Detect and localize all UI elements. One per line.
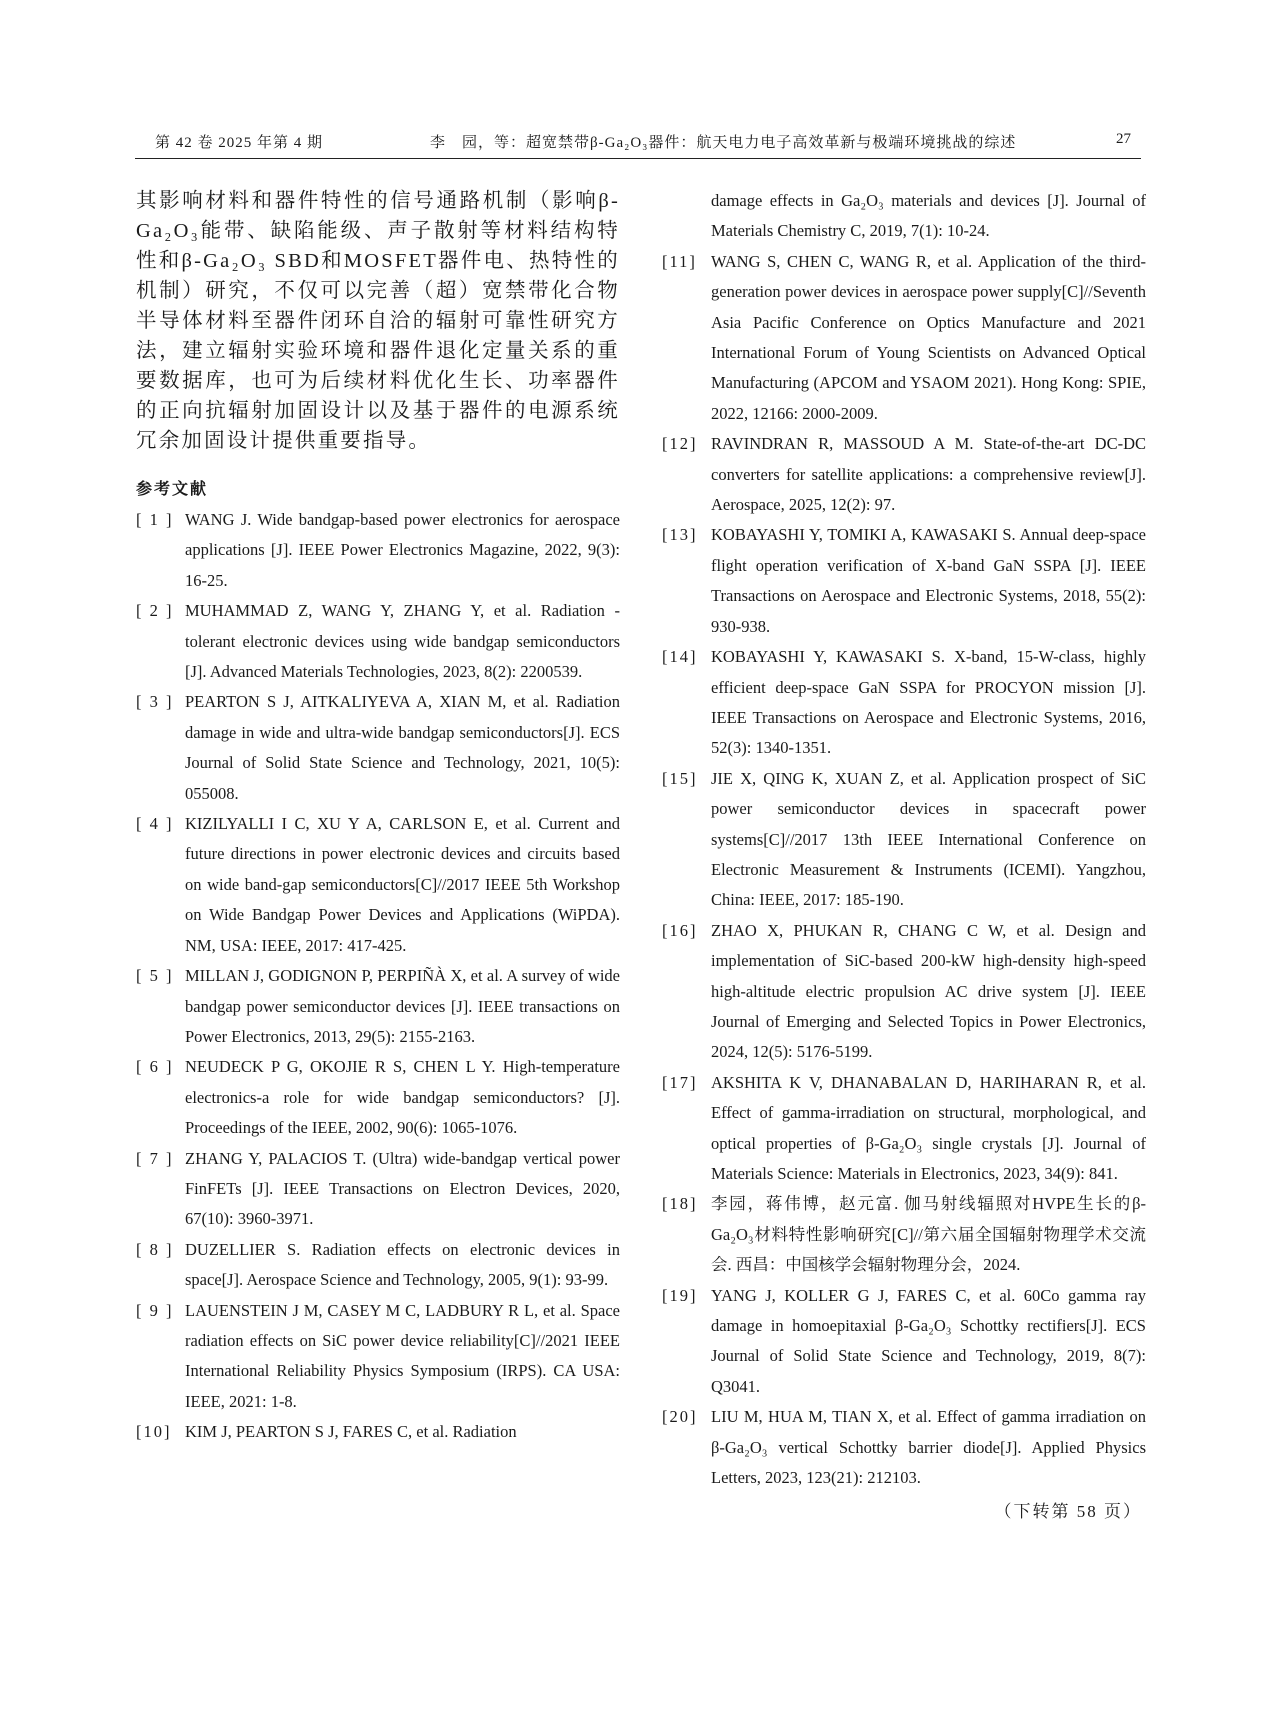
reference-item bbox=[662, 520, 1146, 642]
body-text bbox=[136, 186, 620, 456]
reference-item bbox=[662, 1068, 1146, 1190]
continued-note: （下转第 58 页） bbox=[994, 1502, 1142, 1522]
reference-number: [14] bbox=[662, 647, 698, 667]
running-header bbox=[135, 127, 1141, 153]
reference-item bbox=[662, 916, 1146, 1068]
reference-item bbox=[662, 1189, 1146, 1280]
reference-text: KIM J, PEARTON S J, FARES C, et al. Radiation bbox=[185, 1422, 517, 1442]
reference-number: [20] bbox=[662, 1407, 698, 1427]
reference-item bbox=[136, 687, 620, 809]
reference-number: [ 6 ] bbox=[136, 1057, 174, 1077]
reference-text: PEARTON S J, AITKALIYEVA A, XIAN M, et al. Radiation damage in wide and ultra-wide bandgap semiconductors[J]. ECS Journal of Solid State Science and Technology, 2021, 10(5): 055008. bbox=[185, 692, 620, 803]
reference-number: [15] bbox=[662, 768, 698, 788]
reference-number: [19] bbox=[662, 1285, 698, 1305]
reference-item bbox=[136, 1296, 620, 1418]
reference-text: damage effects in Ga₂O₃ materials and devices [J]. Journal of Materials Chemistry C, 2019, 7(1): 10-24. bbox=[711, 191, 1146, 241]
reference-number: [16] bbox=[662, 920, 698, 940]
reference-number: [ 7 ] bbox=[136, 1148, 174, 1168]
reference-number: [ 4 ] bbox=[136, 814, 174, 834]
reference-number: [ 8 ] bbox=[136, 1239, 174, 1259]
reference-text: MUHAMMAD Z, WANG Y, ZHANG Y, et al. Radiation - tolerant electronic devices using wide bandgap semiconductors [J]. Advanced Materials Technologies, 2023, 8(2): 2200539. bbox=[185, 601, 620, 682]
left-column bbox=[136, 186, 620, 1448]
reference-text: LAUENSTEIN J M, CASEY M C, LADBURY R L, et al. Space radiation effects on SiC power device reliability[C]//2021 IEEE International Reliability Physics Symposium (IRPS). CA USA: IEEE, 2021: 1-8. bbox=[185, 1300, 620, 1411]
reference-item bbox=[662, 1281, 1146, 1403]
body-paragraph: 其影响材料和器件特性的信号通路机制（影响β-Ga₂O₃能带、缺陷能级、声子散射等材料结构特性和β-Ga₂O₃ SBD和MOSFET器件电、热特性的机制）研究，不仅可以完善（超）宽禁带化合物半导体材料至器件闭环自洽的辐射可靠性研究方法，建立辐射实验环境和器件退化定量关系的重要数据库，也可为后续材料优化生长、功率器件的正向抗辐射加固设计以及基于器件的电源系统冗余加固设计提供重要指导。 bbox=[136, 190, 620, 452]
reference-text: DUZELLIER S. Radiation effects on electronic devices in space[J]. Aerospace Science and Technology, 2005, 9(1): 93-99. bbox=[185, 1239, 620, 1290]
reference-number: [ 5 ] bbox=[136, 966, 174, 986]
reference-item bbox=[136, 809, 620, 961]
reference-item bbox=[136, 1052, 620, 1143]
reference-item bbox=[136, 1235, 620, 1296]
reference-number: [13] bbox=[662, 525, 698, 545]
reference-item bbox=[662, 642, 1146, 764]
reference-text: WANG S, CHEN C, WANG R, et al. Application of the third-generation power devices in aerospace power supply[C]//Seventh Asia Pacific Conference on Optics Manufacture and 2021 International Forum of Young Scientists on Advanced Optical Manufacturing (APCOM and YSAOM 2021). Hong Kong: SPIE, 2022, 12166: 2000-2009. bbox=[711, 251, 1146, 423]
reference-number: [ 1 ] bbox=[136, 510, 174, 529]
reference-number: [ 9 ] bbox=[136, 1300, 174, 1320]
page-number: 27 bbox=[1116, 131, 1131, 147]
reference-list-left bbox=[136, 505, 620, 1448]
running-title: 李 园，等：超宽禁带β-Ga₂O₃器件：航天电力电子高效革新与极端环境挑战的综述 bbox=[430, 135, 1017, 151]
reference-list-right bbox=[662, 186, 1146, 1493]
reference-text: KOBAYASHI Y, KAWASAKI S. X-band, 15-W-class, highly efficient deep-space GaN SSPA for PROCYON mission [J]. IEEE Transactions on Aerospace and Electronic Systems, 2016, 52(3): 1340-1351. bbox=[711, 647, 1146, 758]
reference-number: [ 2 ] bbox=[136, 601, 174, 621]
reference-item bbox=[662, 764, 1146, 916]
reference-item bbox=[136, 961, 620, 1052]
reference-text: AKSHITA K V, DHANABALAN D, HARIHARAN R, et al. Effect of gamma-irradiation on structural, morphological, and optical properties of β-Ga₂O₃ single crystals [J]. Journal of Materials Science: Materials in Electronics, 2023, 34(9): 841. bbox=[711, 1072, 1146, 1183]
reference-text: ZHANG Y, PALACIOS T. (Ultra) wide-bandgap vertical power FinFETs [J]. IEEE Transactions on Electron Devices, 2020, 67(10): 3960-3971. bbox=[185, 1148, 620, 1229]
reference-text: 李园，蒋伟博，赵元富. 伽马射线辐照对HVPE生长的β-Ga₂O₃材料特性影响研究[C]//第六届全国辐射物理学术交流会. 西昌：中国核学会辐射物理分会，2024. bbox=[711, 1194, 1146, 1275]
reference-item bbox=[662, 429, 1146, 520]
reference-item bbox=[662, 247, 1146, 429]
reference-item bbox=[136, 1144, 620, 1235]
reference-number: [18] bbox=[662, 1194, 698, 1214]
reference-item bbox=[662, 1402, 1146, 1493]
reference-text: MILLAN J, GODIGNON P, PERPIÑÀ X, et al. A survey of wide bandgap power semiconductor devices [J]. IEEE transactions on Power Electronics, 2013, 29(5): 2155-2163. bbox=[185, 966, 620, 1046]
reference-number: [17] bbox=[662, 1072, 698, 1092]
reference-number: [ 3 ] bbox=[136, 692, 174, 712]
reference-item bbox=[136, 596, 620, 687]
reference-number: [10] bbox=[136, 1422, 172, 1442]
reference-item bbox=[136, 1417, 620, 1447]
references-heading: 参考文献 bbox=[136, 479, 209, 498]
reference-text: WANG J. Wide bandgap-based power electronics for aerospace applications [J]. IEEE Power Electronics Magazine, 2022, 9(3): 16-25. bbox=[185, 510, 620, 590]
reference-item bbox=[662, 186, 1146, 247]
journal-issue: 第 42 卷 2025 年第 4 期 bbox=[155, 135, 324, 151]
reference-text: RAVINDRAN R, MASSOUD A M. State-of-the-art DC-DC converters for satellite applications: a comprehensive review[J]. Aerospace, 2025, 12(2): 97. bbox=[711, 434, 1146, 515]
right-column bbox=[662, 186, 1146, 1522]
reference-text: JIE X, QING K, XUAN Z, et al. Application prospect of SiC power semiconductor devices in spacecraft power systems[C]//2017 13th IEEE International Conference on Electronic Measurement & Instruments (ICEMI). Yangzhou, China: IEEE, 2017: 185-190. bbox=[711, 768, 1146, 910]
reference-number: [11] bbox=[662, 251, 697, 271]
reference-text: KOBAYASHI Y, TOMIKI A, KAWASAKI S. Annual deep-space flight operation verification of X-band GaN SSPA [J]. IEEE Transactions on Aerospace and Electronic Systems, 2018, 55(2): 930-938. bbox=[711, 525, 1146, 636]
reference-text: LIU M, HUA M, TIAN X, et al. Effect of gamma irradiation on β-Ga₂O₃ vertical Schottky barrier diode[J]. Applied Physics Letters, 2023, 123(21): 212103. bbox=[711, 1407, 1146, 1488]
reference-number: [12] bbox=[662, 434, 698, 454]
reference-text: KIZILYALLI I C, XU Y A, CARLSON E, et al. Current and future directions in power electronic devices and circuits based on wide band-gap semiconductors[C]//2017 IEEE 5th Workshop on Wide Bandgap Power Devices and Applications (WiPDA). NM, USA: IEEE, 2017: 417-425. bbox=[185, 814, 620, 955]
reference-text: ZHAO X, PHUKAN R, CHANG C W, et al. Design and implementation of SiC-based 200-kW high-density high-speed high-altitude electric propulsion AC drive system [J]. IEEE Journal of Emerging and Selected Topics in Power Electronics, 2024, 12(5): 5176-5199. bbox=[711, 920, 1146, 1062]
reference-item bbox=[136, 505, 620, 596]
reference-text: NEUDECK P G, OKOJIE R S, CHEN L Y. High-temperature electronics-a role for wide bandgap semiconductors? [J]. Proceedings of the IEEE, 2002, 90(6): 1065-1076. bbox=[185, 1057, 620, 1138]
header-divider bbox=[135, 158, 1141, 159]
reference-text: YANG J, KOLLER G J, FARES C, et al. 60Co gamma ray damage in homoepitaxial β-Ga₂O₃ Schottky rectifiers[J]. ECS Journal of Solid State Science and Technology, 2019, 8(7): Q3041. bbox=[711, 1285, 1146, 1396]
